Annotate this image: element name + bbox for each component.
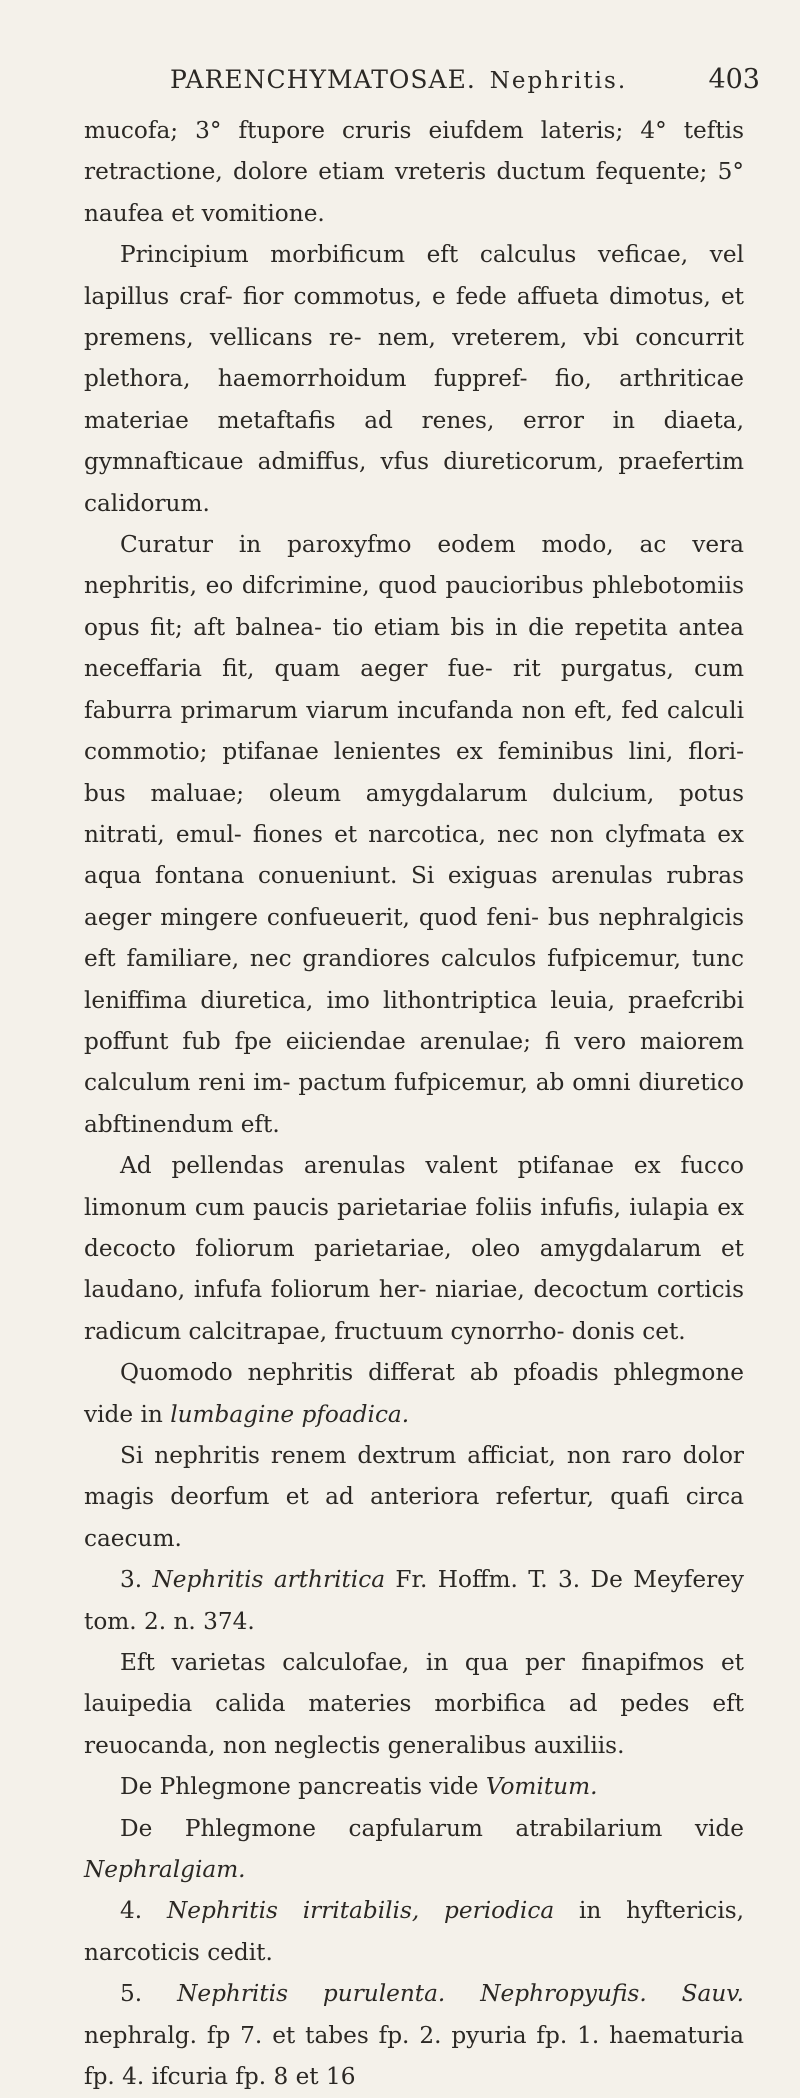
text — [445, 1980, 480, 2007]
running-header — [170, 64, 760, 104]
italic-text: Nephritis arthritica — [152, 1566, 386, 1594]
text: in hyftericis, narcoticis cedit. — [84, 1897, 745, 1966]
text: Quomodo nephritis differat ab pfoadis phlegmone vide in — [84, 1359, 744, 1428]
item-number: 4. — [120, 1897, 167, 1925]
italic-text: lumbagine pfoadica. — [170, 1400, 410, 1428]
page-number: 403 — [708, 64, 760, 95]
paragraph — [84, 1808, 744, 1891]
paragraph — [84, 1766, 744, 1807]
italic-text: Nephropyufis. Sauv. — [480, 1980, 744, 2008]
paragraph — [84, 1352, 744, 1435]
paragraph: Ad pellendas arenulas valent ptifanae ex fucco limonum cum paucis parietariae foliis infufis, iulapia ex decocto foliorum parietariae, oleo amygdalarum et laudano, infufa foliorum her- niariae, decoctum corticis radicum calcitrapae, fructuum cynorrho- donis cet. — [84, 1152, 744, 1345]
italic-text: Nephralgiam. — [84, 1856, 246, 1884]
paragraph — [84, 1559, 744, 1642]
header-section: Nephritis. — [489, 68, 628, 94]
text: De Phlegmone pancreatis vide — [120, 1773, 486, 1801]
paragraph: Curatur in paroxyfmo eodem modo, ac vera nephritis, eo difcrimine, quod paucioribus phlebotomiis opus fit; aft balnea- tio etiam bis in die repetita antea neceffaria fit, quam aeger fue- rit purgatus, cum faburra primarum viarum incufanda non eft, fed calculi commotio; ptifanae lenientes ex feminibus lini, flori- bus maluae; oleum amygdalarum dulcium, potus nitrati, emul- fiones et narcotica, nec non clyfmata ex aqua fontana conueniunt. Si exiguas arenulas rubras aeger mingere confueuerit, quod feni- bus nephralgicis eft familiare, nec grandiores calculos fufpicemur, tunc leniffima diuretica, imo lithontriptica leuia, praefcribi poffunt fub fpe eiiciendae arenulae; fi vero maiorem calculum reni im- pactum fufpicemur, ab omni diuretico abftinendum eft. — [84, 531, 744, 1138]
paragraph: mucofa; 3° ftupore cruris eiufdem lateris; 4° teftis retractione, dolore etiam vreteris ductum fequente; 5° naufea et vomitione. — [84, 117, 744, 227]
paragraph: Principium morbificum eft calculus veficae, vel lapillus craf- fior commotus, e fede affueta dimotus, et premens, vellicans re- nem, vreterem, vbi concurrit plethora, haemorrhoidum fuppref- fio, arthriticae materiae metaftafis ad renes, error in diaeta, gymnafticaue admiffus, vfus diureticorum, praefertim calidorum. — [84, 241, 744, 517]
header-title: PARENCHYMATOSAE. — [170, 65, 476, 94]
page-body — [84, 110, 744, 2098]
paragraph: Si nephritis renem dextrum afficiat, non raro dolor magis deorfum et ad anteriora refertur, quafi circa caecum. — [84, 1442, 744, 1552]
italic-text: Nephritis irritabilis, periodica — [166, 1897, 555, 1925]
italic-text: Vomitum. — [485, 1773, 598, 1801]
paragraph: Eft varietas calculofae, in qua per finapifmos et lauipedia calida materies morbifica ad pedes eft reuocanda, non neglectis generalibus auxiliis. — [84, 1649, 744, 1759]
item-number: 3. — [120, 1566, 153, 1594]
italic-text: Nephritis purulenta. — [177, 1980, 446, 2008]
paragraph — [84, 1973, 744, 2097]
item-number: 5. — [120, 1980, 178, 2008]
text: Fr. Hoffm. T. 3. De Meyferey tom. 2. n. 374. — [84, 1566, 744, 1635]
text: De Phlegmone capfularum atrabilarium vide — [120, 1814, 744, 1842]
text: nephralg. fp 7. et tabes fp. 2. pyuria fp. 1. haematuria fp. 4. ifcuria fp. 8 et 16 — [84, 2021, 744, 2091]
paragraph — [84, 1890, 744, 1973]
